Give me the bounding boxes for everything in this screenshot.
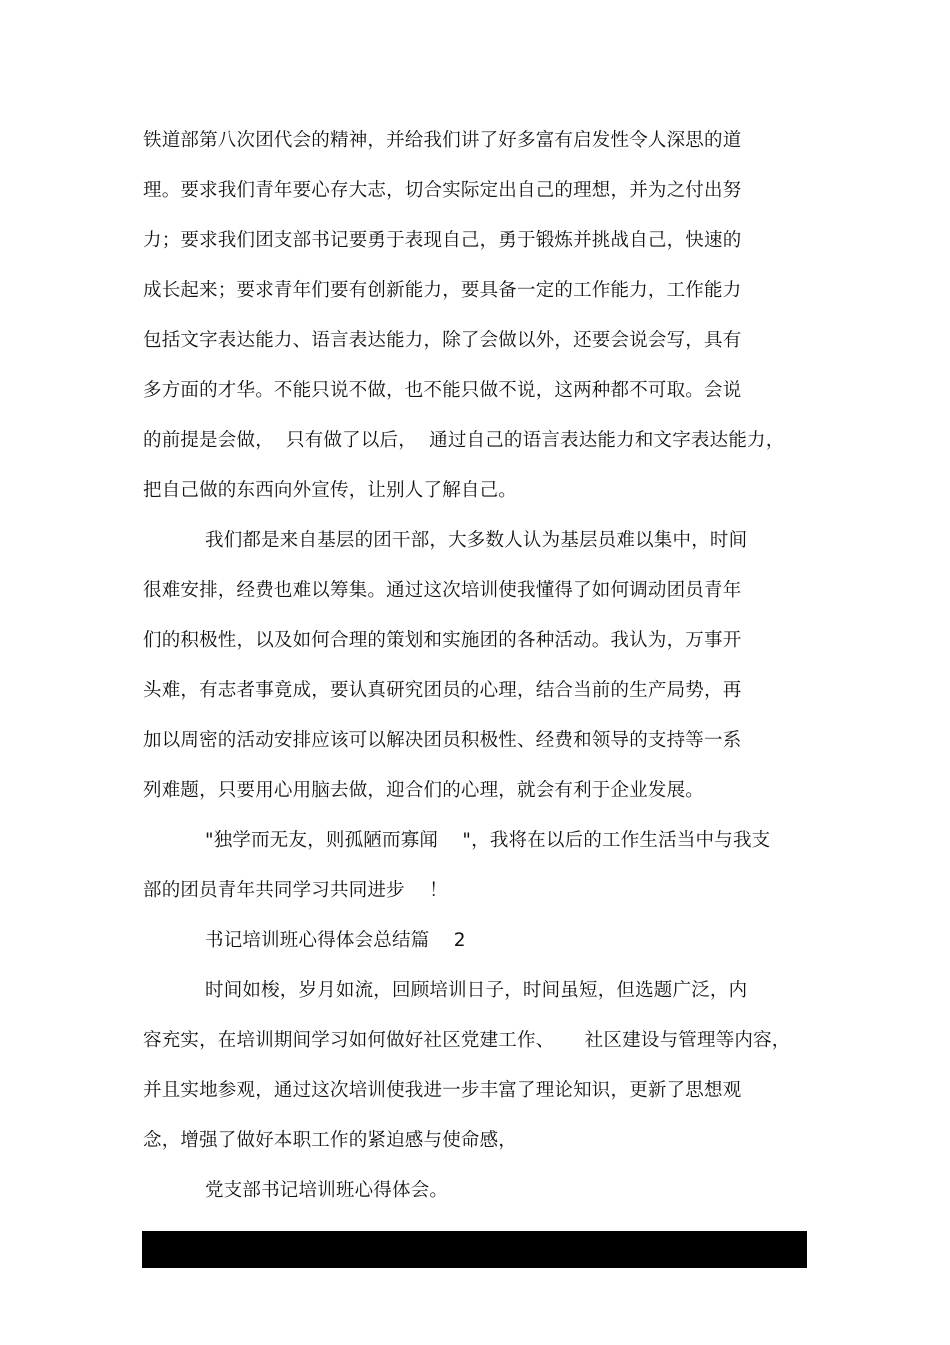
text-line: 并且实地参观，通过这次培训使我进一步丰富了理论知识，更新了思想观 (143, 1080, 742, 1101)
text-line: 容充实，在培训期间学习如何做好社区党建工作、 社区建设与管理等内容， (143, 1030, 791, 1051)
text-line: 包括文字表达能力、语言表达能力，除了会做以外，还要会说会写，具有 (143, 330, 742, 351)
text-line: 理。要求我们青年要心存大志，切合实际定出自己的理想，并为之付出努 (143, 180, 742, 201)
paragraph-start-line: 党支部书记培训班心得体会。 (205, 1180, 449, 1201)
text-line: 部的团员青年共同学习共同进步 ！ (143, 880, 448, 901)
text-line: 的前提是会做， 只有做了以后， 通过自己的语言表达能力和文字表达能力， (143, 430, 785, 451)
paragraph-start-line: 我们都是来自基层的团干部，大多数人认为基层员难以集中，时间 (205, 530, 748, 551)
paragraph-start-line: "独学而无友，则孤陋而寡闻 "，我将在以后的工作生活当中与我支 (205, 830, 771, 851)
text-line: 们的积极性，以及如何合理的策划和实施团的各种活动。我认为，万事开 (143, 630, 742, 651)
text-line: 成长起来；要求青年们要有创新能力，要具备一定的工作能力，工作能力 (143, 280, 742, 301)
text-line: 列难题，只要用心用脑去做，迎合们的心理，就会有利于企业发展。 (143, 780, 705, 801)
text-line: 力；要求我们团支部书记要勇于表现自己，勇于锻炼并挑战自己，快速的 (143, 230, 742, 251)
text-line: 把自己做的东西向外宣传，让别人了解自己。 (143, 480, 518, 501)
redaction-bar (142, 1231, 807, 1268)
text-line: 很难安排，经费也难以筹集。通过这次培训使我懂得了如何调动团员青年 (143, 580, 742, 601)
text-line: 加以周密的活动安排应该可以解决团员积极性、经费和领导的支持等一系 (143, 730, 742, 751)
text-line: 念，增强了做好本职工作的紧迫感与使命感， (143, 1130, 518, 1151)
text-line: 多方面的才华。不能只说不做，也不能只做不说，这两种都不可取。会说 (143, 380, 742, 401)
text-line: 铁道部第八次团代会的精神，并给我们讲了好多富有启发性令人深思的道 (143, 130, 742, 151)
section-heading: 书记培训班心得体会总结篇 2 (205, 930, 466, 951)
paragraph-start-line: 时间如梭，岁月如流，回顾培训日子，时间虽短，但选题广泛，内 (205, 980, 748, 1001)
text-line: 头难，有志者事竟成，要认真研究团员的心理，结合当前的生产局势，再 (143, 680, 742, 701)
